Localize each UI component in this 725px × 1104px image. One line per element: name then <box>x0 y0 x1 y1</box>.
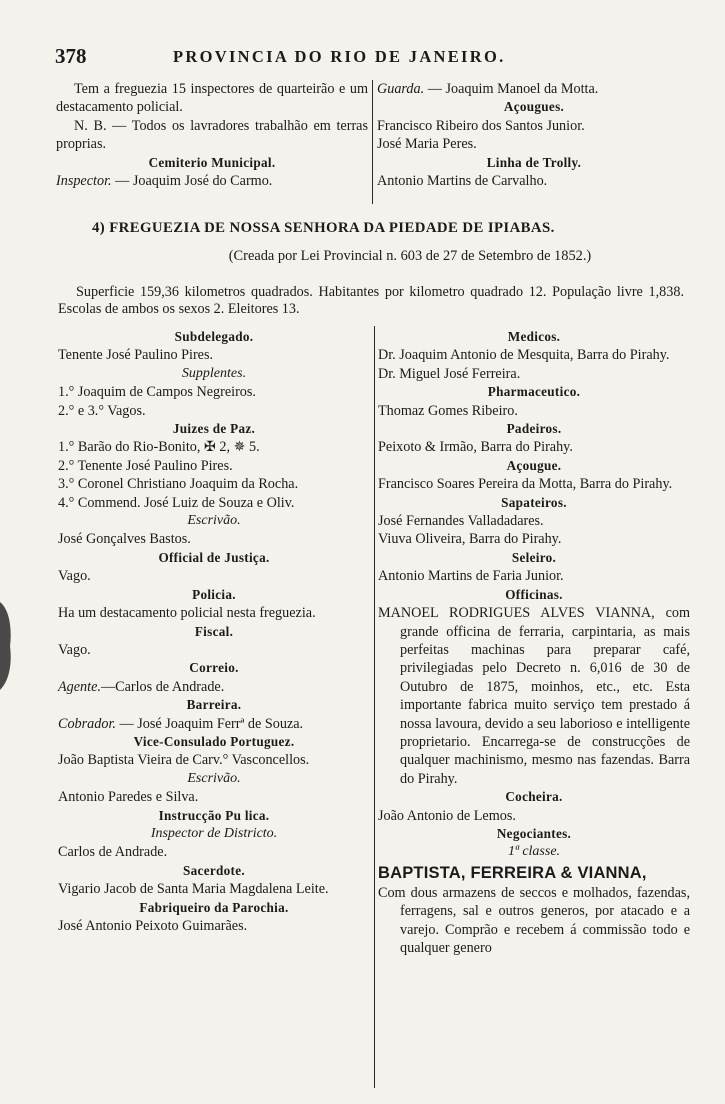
sapateiro-entry: Viuva Oliveira, Barra do Pirahy. <box>378 531 562 548</box>
correio-label: Agente. <box>58 678 101 695</box>
escrivao-entry: José Gonçalves Bastos. <box>58 531 191 548</box>
section-heading: 4) FREGUEZIA DE NOSSA SENHORA DA PIEDADE DE IPIABAS. <box>92 220 555 236</box>
padeiros-heading: Padeiros. <box>506 421 562 437</box>
juiz-entry: 3.° Coronel Christiano Joaquim da Rocha. <box>58 476 299 493</box>
instrucao-heading: Instrucção Pu lica. <box>158 807 270 823</box>
top-column-divider <box>372 80 373 204</box>
juiz-entry: 2.° Tenente José Paulino Pires. <box>58 457 233 474</box>
vice-consulado-entry: João Baptista Vieira de Carv.° Vasconcellos. <box>58 752 310 769</box>
juiz-entry: 1.° Barão do Rio-Bonito, ✠ 2, ✵ 5. <box>58 439 260 456</box>
barreira-name: — José Joaquim Ferrª de Souza. <box>115 715 304 732</box>
sapateiro-entry: José Fernandes Valladadares. <box>378 513 544 530</box>
barreira-heading: Barreira. <box>186 697 242 713</box>
firm-description: Com dous armazens de seccos e molhados, fazendas, ferragens, sal e outros generos, por atacado e a varejo. Comprão e recebem á commissão todo e qualquer genero <box>378 884 690 956</box>
cocheira-entry: João Antonio de Lemos. <box>378 807 516 824</box>
main-left-column <box>58 328 370 935</box>
acougues-entry: Francisco Ribeiro dos Santos Junior. <box>377 117 585 134</box>
fiscal-entry: Vago. <box>58 641 91 658</box>
section-stats <box>58 284 684 318</box>
page-number: 378 <box>55 44 87 68</box>
seleiro-entry: Antonio Martins de Faria Junior. <box>378 568 564 585</box>
medico-entry: Dr. Miguel José Ferreira. <box>378 365 521 382</box>
correio-entry <box>58 678 370 696</box>
policia-heading: Policia. <box>192 586 236 602</box>
official-justica-heading: Official de Justiça. <box>158 549 270 565</box>
padeiros-entry: Peixoto & Irmão, Barra do Pirahy. <box>378 439 573 456</box>
page-header <box>55 44 695 72</box>
barreira-entry <box>58 715 370 733</box>
top-right-column <box>377 80 691 190</box>
vice-consulado-heading: Vice-Consulado Portuguez. <box>133 733 295 749</box>
medico-entry: Dr. Joaquim Antonio de Mesquita, Barra do Pirahy. <box>378 347 670 364</box>
fiscal-heading: Fiscal. <box>194 623 234 639</box>
page-title: PROVINCIA DO RIO DE JANEIRO. <box>173 47 506 66</box>
page-edge-stain <box>0 600 14 692</box>
officinas-entry: MANOEL RODRIGUES ALVES VIANNA, com grande officina de ferraria, carpintaria, as mais perfeitas machinas para preparar café, privilegiadas pelo Decreto n. 6,016 de 30 de Outubro de 1875, moinhos, etc., etc. Esta importante fabrica muito serviço tem prestado á nossa lavoura, devido a seu laborioso e intelligente proprietario. Encarrega-se de construcções de qualquer machinismo, mesmo nas fazendas. Barra do Pirahy. <box>378 605 690 787</box>
inspector-label: Inspector. <box>56 173 112 190</box>
barreira-label: Cobrador. <box>58 715 116 732</box>
guarda-label: Guarda. <box>377 81 425 97</box>
linha-trolly-entry: Antonio Martins de Carvalho. <box>377 173 548 190</box>
cocheira-heading: Cocheira. <box>505 789 563 805</box>
correio-name: —Carlos de Andrade. <box>100 678 225 695</box>
guarda-line <box>377 80 691 98</box>
inspector-districto-entry: Carlos de Andrade. <box>58 844 168 861</box>
acougue-heading: Açougue. <box>506 457 562 473</box>
pharmaceutico-entry: Thomaz Gomes Ribeiro. <box>378 402 518 419</box>
medicos-heading: Medicos. <box>507 329 561 344</box>
supplente-entry: 2.° e 3.° Vagos. <box>58 402 146 419</box>
stats-paragraph: Superficie 159,36 kilometros quadrados. Habitantes por kilometro quadrado 12. População livre 1,838. Escolas de ambos os sexos 2. Eleitores 13. <box>58 284 684 317</box>
supplente-entry: 1.° Joaquim de Campos Negreiros. <box>58 384 256 401</box>
freguezia-note: Tem a freguezia 15 inspectores de quarteirão e um destacamento policial. <box>56 81 368 116</box>
section-subtitle: (Creada por Lei Provincial n. 603 de 27 de Setembro de 1852.) <box>228 248 592 264</box>
classe-heading: 1ª classe. <box>507 844 561 860</box>
linha-trolly-heading: Linha de Trolly. <box>486 154 582 170</box>
subdelegado-entry: Tenente José Paulino Pires. <box>58 347 214 364</box>
fabriqueiro-heading: Fabriqueiro da Parochia. <box>139 899 289 915</box>
main-right-column <box>378 328 690 957</box>
pharmaceutico-heading: Pharmaceutico. <box>487 384 581 400</box>
acougues-heading: Açougues. <box>503 99 565 115</box>
top-left-column <box>56 80 368 190</box>
juizes-heading: Juizes de Paz. <box>172 421 256 437</box>
officinas-heading: Officinas. <box>505 586 563 602</box>
correio-heading: Correio. <box>189 660 239 676</box>
cemiterio-heading: Cemiterio Municipal. <box>148 154 276 170</box>
firm-name: BAPTISTA, FERREIRA & VIANNA, <box>378 863 647 882</box>
main-column-divider <box>374 326 375 1088</box>
policia-entry: Ha um destacamento policial nesta freguezia. <box>58 605 316 622</box>
acougue-entry: Francisco Soares Pereira da Motta, Barra do Pirahy. <box>378 476 673 493</box>
seleiro-heading: Seleiro. <box>511 549 557 565</box>
vice-escrivao-entry: Antonio Paredes e Silva. <box>58 789 199 806</box>
subdelegado-heading: Subdelegado. <box>174 329 254 344</box>
guarda-name: — Joaquim Manoel da Motta. <box>424 81 599 97</box>
acougues-entry: José Maria Peres. <box>377 136 477 153</box>
inspector-districto-heading: Inspector de Districto. <box>150 825 278 841</box>
supplentes-heading: Supplentes. <box>181 365 247 381</box>
sapateiros-heading: Sapateiros. <box>501 494 567 510</box>
fabriqueiro-entry: José Antonio Peixoto Guimarães. <box>58 918 248 934</box>
juiz-entry: 4.° Commend. José Luiz de Souza e Oliv. <box>58 494 295 511</box>
nb-note: N. B. — Todos os lavradores trabalhão em terras proprias. <box>56 117 368 153</box>
sacerdote-entry: Vigario Jacob de Santa Maria Magdalena Leite. <box>58 881 329 898</box>
official-justica-entry: Vago. <box>58 568 91 585</box>
escrivao-heading: Escrivão. <box>187 513 241 529</box>
vice-escrivao-heading: Escrivão. <box>187 770 241 786</box>
inspector-line <box>56 172 368 190</box>
negociantes-heading: Negociantes. <box>496 825 572 841</box>
inspector-name: — Joaquim José do Carmo. <box>111 173 273 190</box>
sacerdote-heading: Sacerdote. <box>183 862 245 878</box>
